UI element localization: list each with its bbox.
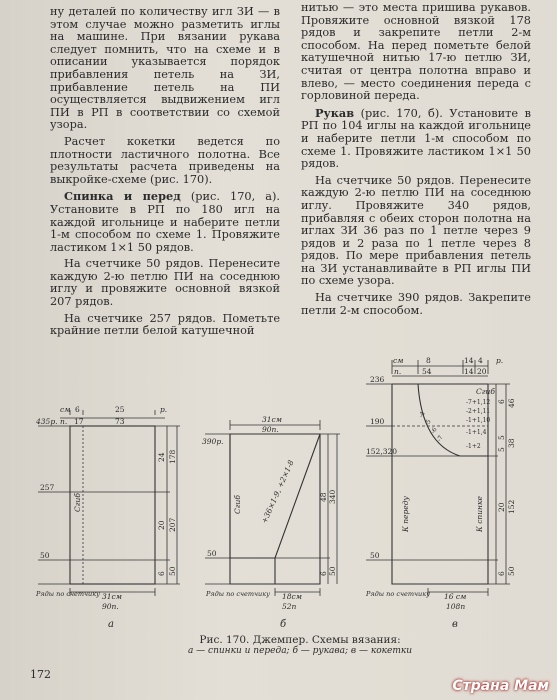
knitting-schemes (30, 352, 540, 642)
a-right-rows-50: 50 (168, 566, 177, 576)
c-row-236: 236 (370, 375, 385, 384)
a-p-label: п. (60, 417, 68, 426)
b-bottom-p: 52п (282, 602, 297, 611)
c-neck-left-4: -7 (435, 434, 445, 443)
a-row-435: 435р. (36, 417, 58, 426)
c-bottom-cm: 16 см (444, 592, 467, 601)
c-neck-note-2: -2+1,11 (466, 408, 491, 415)
c-row-190: 190 (370, 417, 385, 426)
b-top-p: 90п. (262, 425, 279, 434)
c-row-152-320: 152,320 (366, 447, 398, 456)
c-p-20: 20 (477, 367, 487, 376)
a-cm-label: см (60, 405, 71, 414)
c-right-cm-6: 6 (497, 399, 506, 404)
b-letter: б (280, 619, 287, 630)
a-row-257: 257 (40, 483, 55, 492)
c-cm-4: 4 (478, 356, 483, 365)
a-right-cm-6: 6 (157, 571, 166, 576)
a-fold-label: Сгиб (73, 493, 82, 512)
a-bottom-p: 90п. (102, 602, 119, 611)
section-heading-back-front: Спинка и перед (64, 189, 181, 204)
c-neck-left-3: -6 (429, 426, 439, 435)
figure-caption (130, 634, 470, 656)
b-right-cm-6: 6 (319, 571, 328, 576)
c-right-rows-152: 152 (507, 499, 516, 514)
caption-sub: а — спинки и переда; б — рукава; в — кокетки (187, 646, 413, 656)
a-right-cm-20: 20 (157, 520, 166, 530)
b-row-390: 390р. (202, 437, 224, 446)
a-row-50: 50 (40, 551, 50, 560)
c-fold-label: Сгиб (476, 387, 495, 396)
c-p-14: 14 (464, 367, 474, 376)
c-neck-note-4: -1+1,4 (466, 429, 487, 436)
c-cm-label: см (393, 356, 404, 365)
a-rows-label: р. (160, 405, 168, 414)
c-rows-note: Ряды по счетчику (366, 590, 430, 598)
c-cm-8: 8 (426, 356, 431, 365)
c-right-rows-50: 50 (507, 566, 516, 576)
c-neck-note-5: -1+2 (466, 443, 481, 450)
page-number: 172 (30, 668, 51, 681)
right-paragraph-4: На счетчике 390 рядов. Закрепите петли 2-м способом. (301, 291, 531, 317)
right-paragraph-2: Рукав (рис. 170, б). Установите в РП по 104 иглы на каждой игольнице и наберите петли 1-м способом по схеме 1. Провяжите ластиком 1×1 50 рядов. (301, 105, 531, 171)
b-right-rows-50: 50 (328, 566, 337, 576)
a-letter: а (108, 619, 114, 630)
a-right-cm-24: 24 (157, 452, 166, 462)
left-paragraph-2: Расчет кокетки ведется по плотности ластичного полотна. Все результаты расчета приведены на выкройке-схеме (рис. 170). (50, 134, 280, 186)
left-paragraph-3: Спинка и перед (рис. 170, а). Установите в РП по 180 игл на каждой игольнице и наберите петли 1-м способом по схеме 1. Провяжите ластиком 1×1 50 рядов. (50, 189, 281, 254)
left-text-column (50, 6, 280, 342)
c-to-front-label: К переду (401, 496, 410, 532)
b-row-50: 50 (207, 549, 217, 558)
b-fold-label: Сгиб (233, 495, 242, 514)
c-letter: в (452, 619, 458, 630)
a-cm-25: 25 (115, 405, 125, 414)
caption-main: Рис. 170. Джемпер. Схемы вязания: (199, 634, 401, 646)
a-cm-6: 6 (75, 405, 80, 414)
c-right-cm-5b: 5 (497, 447, 506, 452)
scheme-a (38, 410, 180, 596)
c-right-rows-46: 46 (507, 398, 516, 408)
a-p-17: 17 (74, 417, 84, 426)
b-rows-note: Ряды по счетчику (206, 590, 270, 598)
a-p-73: 73 (115, 417, 125, 426)
c-row-50: 50 (370, 551, 380, 560)
section-heading-sleeve: Рукав (315, 105, 355, 120)
c-neck-left-2: -5 (423, 418, 433, 427)
c-neck-left-1: -4 (417, 410, 427, 419)
c-right-cm-5a: 5 (497, 435, 506, 440)
a-right-rows-207: 207 (168, 517, 177, 532)
left-paragraph-4: На счетчике 50 рядов. Перенесите каждую 2-ю петлю ПИ на соседнюю иглу и провяжите основной вязкой 207 рядов. (50, 257, 280, 309)
c-right-cm-6b: 6 (497, 571, 506, 576)
a-bottom-cm: 31см (102, 592, 122, 601)
left-paragraph-5: На счетчике 257 рядов. Пометьте крайние петли белой катушечной (50, 311, 280, 338)
c-bottom-p: 108п (446, 602, 466, 611)
b-bottom-cm: 18см (282, 592, 302, 601)
c-right-rows-38: 38 (507, 438, 516, 448)
right-text-column (301, 2, 531, 321)
c-rows-label: р. (496, 356, 504, 365)
right-paragraph-1: нитью — это места пришива рукавов. Провяжите основной вязкой 178 рядов и закрепите петли 2-м способом. На перед пометьте белой катушечной нитью 17-ю петлю ЗИ, считая от центра полотна вправо и влево, — место соединения переда с горловиной переда. (301, 1, 531, 103)
watermark-logo: Страна Мам (452, 678, 549, 694)
b-top-cm: 31см (262, 415, 282, 424)
c-p-54: 54 (422, 367, 432, 376)
a-rows-note: Ряды по счетчику (36, 590, 100, 598)
left-paragraph-1: ну деталей по количеству игл ЗИ — в этом случае можно разметить иглы на машине. При вязании рукава следует помнить, что на схеме и в описании указывается порядок прибавления петель на ЗИ, прибавление петель на ПИ осуществляется выдвижением игл ПИ в РП в соответствии со схемой узора. (50, 5, 280, 132)
b-diagonal-label: +36×1-9, +2×1-8 (259, 458, 296, 525)
b-right-cm-48: 48 (319, 492, 328, 502)
c-right-cm-20: 20 (497, 502, 506, 512)
c-p-label: п. (394, 367, 402, 376)
right-paragraph-3: На счетчике 50 рядов. Перенесите каждую 2-ю петлю ПИ на соседнюю иглу. Провяжите 340 рядов, прибавляя с обеих сторон полотна на иглах ЗИ 36 раз по 1 петле через 9 рядов и 2 раза по 1 петле через 8 рядов. По мере прибавления петель на ЗИ устанавливайте в РП иглы ПИ по схеме узора. (301, 173, 531, 288)
c-neck-note-1: -7+1,12 (466, 399, 491, 406)
c-to-back-label: К спинке (475, 496, 484, 532)
c-cm-14: 14 (464, 356, 474, 365)
b-right-rows-340: 340 (328, 489, 337, 504)
a-right-rows-178: 178 (168, 449, 177, 464)
c-neck-note-3: -1+1,10 (466, 417, 491, 424)
